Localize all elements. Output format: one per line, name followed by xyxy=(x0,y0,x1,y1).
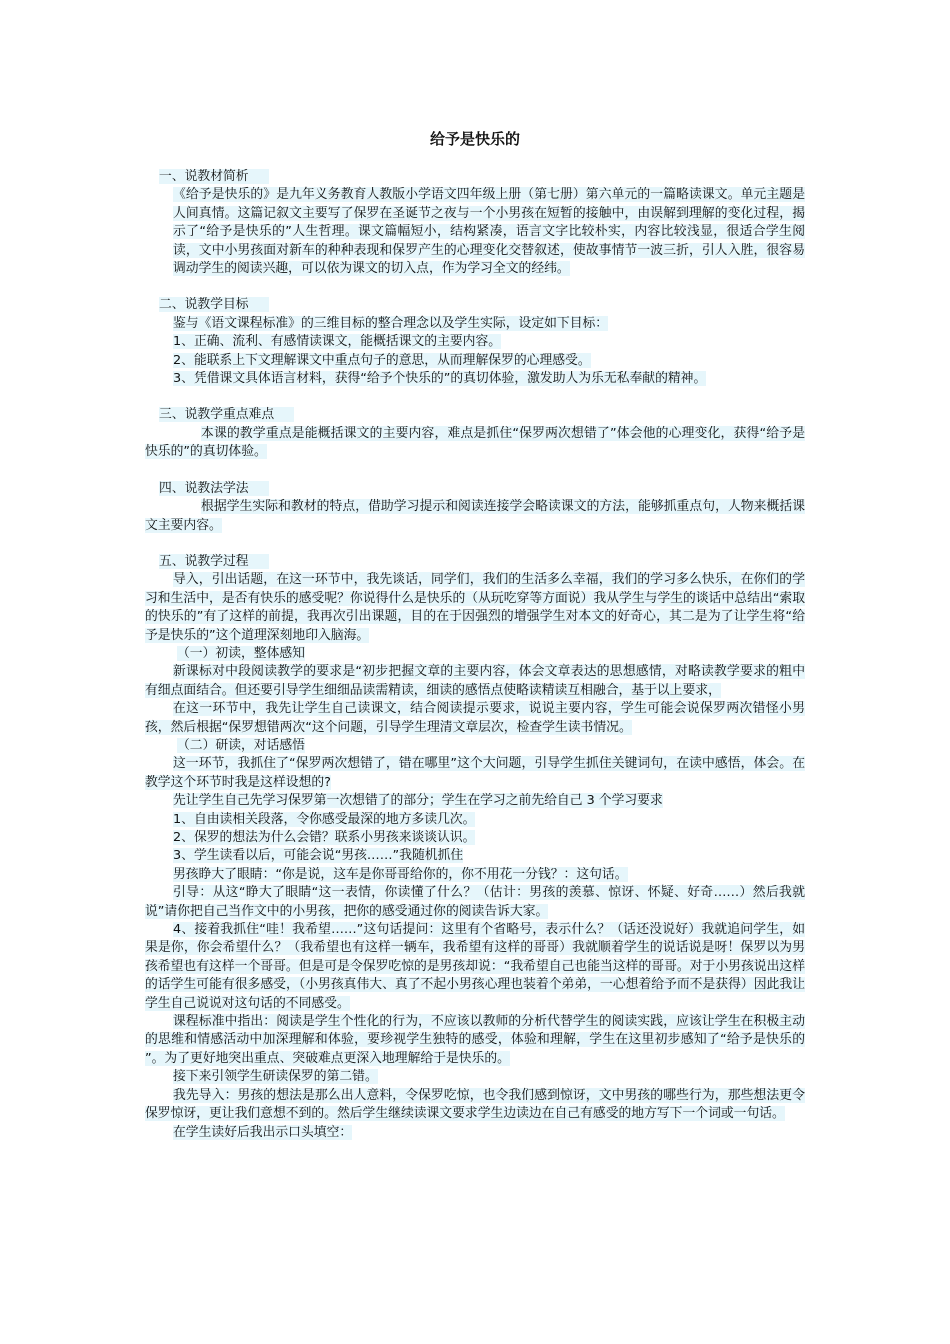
list-item: 1、自由读相关段落，令你感受最深的地方多读几次。 xyxy=(173,811,476,827)
paragraph: 新课标对中段阅读教学的要求是“初步把握文章的主要内容，体会文章表达的思想感情，对略读教学要求的粗中有细点面结合。但还要引导学生细细品读需精读，细读的感悟点使略读精读互相融合，基于以上要求， xyxy=(145,664,805,698)
paragraph: 在这一环节中，我先让学生自己读课文，结合阅读提示要求，说说主要内容，学生可能会说保罗两次错怪小男孩，然后根据“保罗想错两次“这个问题，引导学生理清文章层次，检查学生读书情况。 xyxy=(145,701,805,735)
paragraph: 男孩睁大了眼睛：“你是说，这车是你哥哥给你的，你不用花一分钱？：这句话。 xyxy=(173,866,628,882)
paragraph: 导入，引出话题，在这一环节中，我先谈话，同学们，我们的生活多么幸福，我们的学习多么快乐，在你们的学习和生活中，是否有快乐的感受呢？你说得什么是快乐的（从玩吃穿等方面说）我从学生与学生的谈话中总结出“索取的快乐的”有了这样的前提，我再次引出课题，目的在于因强烈的增强学生对本文的好奇心，其二是为了让学生将“给予是快乐的”这个道理深刻地印入脑海。 xyxy=(145,572,805,643)
section-heading: 五、说教学过程 xyxy=(145,553,805,571)
paragraph: 先让学生自己先学习保罗第一次想错了的部分；学生在学习之前先给自己 3 个学习要求 xyxy=(173,793,663,809)
paragraph: 引导：从这“睁大了眼睛“这一表情，你读懂了什么？（估计：男孩的羡慕、惊讶、怀疑、好奇……）然后我就说”请你把自己当作文中的小男孩，把你的感受通过你的阅读告诉大家。 xyxy=(145,885,805,919)
section-teaching-goals xyxy=(145,296,805,388)
paragraph: 《给予是快乐的》是九年义务教育人教版小学语文四年级上册（第七册）第六单元的一篇略读课文。单元主题是人间真情。这篇记叙文主要写了保罗在圣诞节之夜与一个小男孩在短暂的接触中，由误解到理解的变化过程，揭示了“给予是快乐的”人生哲理。课文篇幅短小，结构紧凑，语言文字比较朴实，内容比较浅显，很适合学生阅读，文中小男孩面对新车的种种表现和保罗产生的心理变化交替叙述，使故事情节一波三折，引人入胜，很容易调动学生的阅读兴趣，可以依为课文的切入点，作为学习全文的经纬。 xyxy=(173,187,805,277)
list-item: 2、能联系上下文理解课文中重点句子的意思，从而理解保罗的心理感受。 xyxy=(173,352,591,368)
section-heading: 二、说教学目标 xyxy=(145,296,805,314)
list-item: 3、凭借课文具体语言材料，获得“给予个快乐的”的真切体验，激发助人为乐无私奉献的精神。 xyxy=(173,371,707,387)
paragraph: 鉴与《语文课程标准》的三维目标的整合理念以及学生实际，设定如下目标： xyxy=(173,315,609,331)
sub-heading: （一）初读，整体感知 xyxy=(177,645,305,661)
list-item: 1、正确、流利、有感情读课文，能概括课文的主要内容。 xyxy=(173,334,502,350)
paragraph: 本课的教学重点是能概括课文的主要内容，难点是抓住“保罗两次想错了”体会他的心理变化，获得“给予是快乐的”的真切体验。 xyxy=(145,425,805,460)
section-heading: 三、说教学重点难点 xyxy=(145,406,805,424)
list-item: 2、保罗的想法为什么会错？联系小男孩来谈谈认识。 xyxy=(173,830,476,845)
paragraph: 4、接着我抓住“哇！我希望……”这句话提问：这里有个省略号，表示什么？（话还没说好）我就追问学生，如果是你，你会希望什么？（我希望也有这样一辆车，我希望有这样的哥哥）我就顺着学生的说话说是呀！保罗以为男孩希望也有这样一个哥哥。但是可是令保罗吃惊的是男孩却说：“我希望自己也能当这样的哥哥。对于小男孩说出这样的话学生可能有很多感受，（小男孩真伟大、真了不起小男孩心理也装着个弟弟，一心想着给予而不是获得）因此我让学生自己说说对这句话的不同感受。 xyxy=(145,922,805,1011)
section-textbook-analysis xyxy=(145,168,805,278)
paragraph: 在学生读好后我出示口头填空： xyxy=(173,1124,353,1140)
paragraph: 根据学生实际和教材的特点，借助学习提示和阅读连接学会略读课文的方法，能够抓重点句，人物来概括课文主要内容。 xyxy=(145,499,805,533)
section-key-points xyxy=(145,406,805,461)
section-heading: 一、说教材简析 xyxy=(145,168,805,186)
section-teaching-process xyxy=(145,553,805,1142)
paragraph: 我先导入：男孩的想法是那么出人意料，令保罗吃惊，也令我们感到惊讶，文中男孩的哪些行为，那些想法更令保罗惊讶，更让我们意想不到的。然后学生继续读课文要求学生边读边在自己有感受的地方写下一个词或一句话。 xyxy=(145,1087,805,1122)
list-item: 3、学生读看以后，可能会说“男孩……”我随机抓住 xyxy=(173,848,464,864)
document-title: 给予是快乐的 xyxy=(429,130,520,148)
document-page xyxy=(145,128,805,1142)
sub-heading: （二）研读，对话感悟 xyxy=(177,737,305,753)
section-methods xyxy=(145,480,805,535)
section-heading: 四、说教法学法 xyxy=(145,480,805,498)
paragraph: 接下来引领学生研读保罗的第二错。 xyxy=(173,1069,378,1085)
paragraph: 课程标准中指出：阅读是学生个性化的行为，不应该以教师的分析代替学生的阅读实践，应该让学生在积极主动的思维和情感活动中加深理解和体验，要珍视学生独特的感受，体验和理解，学生在这里初步感知了“给予是快乐的 ”。为了更好地突出重点、突破难点更深入地理解给于是快乐的。 xyxy=(145,1014,805,1066)
paragraph: 这一环节，我抓住了“保罗两次想错了，错在哪里”这个大问题，引导学生抓住关键词句，在读中感悟，体会。在教学这个环节时我是这样设想的? xyxy=(145,756,805,790)
